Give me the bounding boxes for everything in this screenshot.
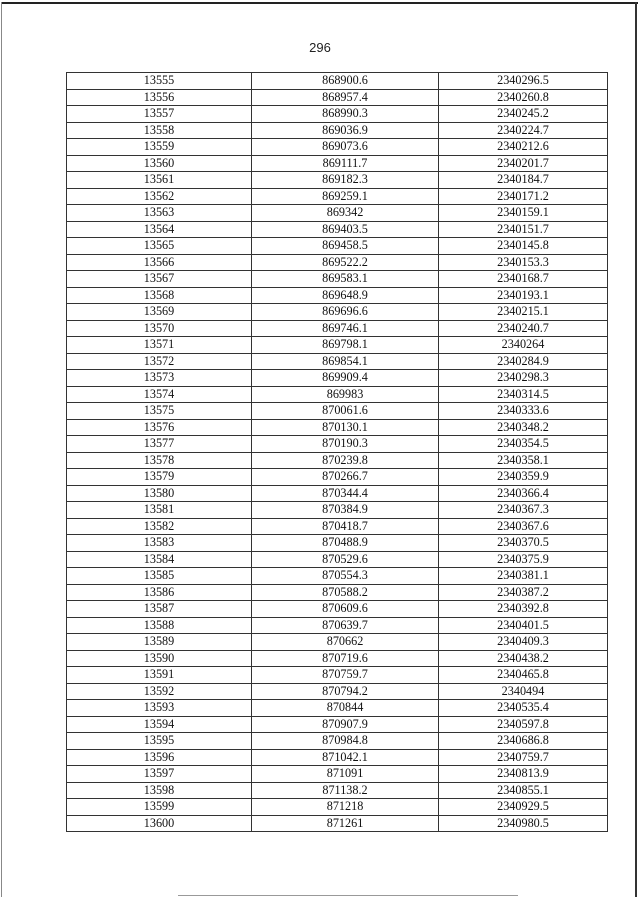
x-coordinate-cell: 869798.1 [252,337,439,354]
x-coordinate-cell: 870759.7 [252,667,439,684]
point-number-cell: 13568 [67,287,252,304]
y-coordinate-cell: 2340535.4 [439,700,608,717]
y-coordinate-cell: 2340348.2 [439,419,608,436]
y-coordinate-cell: 2340980.5 [439,815,608,832]
point-number-cell: 13569 [67,304,252,321]
point-number-cell: 13591 [67,667,252,684]
table-row [67,634,608,651]
page-number: 296 [309,40,331,55]
y-coordinate-cell: 2340366.4 [439,485,608,502]
x-coordinate-cell: 871218 [252,799,439,816]
x-coordinate-cell: 869182.3 [252,172,439,189]
x-coordinate-cell: 869854.1 [252,353,439,370]
table-row [67,254,608,271]
table-row [67,221,608,238]
y-coordinate-cell: 2340855.1 [439,782,608,799]
table-row [67,799,608,816]
table-row [67,782,608,799]
table-row [67,667,608,684]
coordinate-table-body [67,73,608,832]
x-coordinate-cell: 869458.5 [252,238,439,255]
x-coordinate-cell: 870239.8 [252,452,439,469]
point-number-cell: 13588 [67,617,252,634]
x-coordinate-cell: 870344.4 [252,485,439,502]
x-coordinate-cell: 870384.9 [252,502,439,519]
x-coordinate-cell: 869983 [252,386,439,403]
point-number-cell: 13593 [67,700,252,717]
y-coordinate-cell: 2340298.3 [439,370,608,387]
x-coordinate-cell: 869073.6 [252,139,439,156]
x-coordinate-cell: 870907.9 [252,716,439,733]
y-coordinate-cell: 2340813.9 [439,766,608,783]
x-coordinate-cell: 869909.4 [252,370,439,387]
y-coordinate-cell: 2340358.1 [439,452,608,469]
table-row [67,122,608,139]
y-coordinate-cell: 2340494 [439,683,608,700]
table-row [67,436,608,453]
y-coordinate-cell: 2340171.2 [439,188,608,205]
point-number-cell: 13567 [67,271,252,288]
x-coordinate-cell: 870719.6 [252,650,439,667]
table-row [67,551,608,568]
point-number-cell: 13566 [67,254,252,271]
table-row [67,617,608,634]
x-coordinate-cell: 870844 [252,700,439,717]
table-row [67,271,608,288]
point-number-cell: 13595 [67,733,252,750]
table-row [67,568,608,585]
y-coordinate-cell: 2340193.1 [439,287,608,304]
point-number-cell: 13585 [67,568,252,585]
y-coordinate-cell: 2340260.8 [439,89,608,106]
point-number-cell: 13586 [67,584,252,601]
x-coordinate-cell: 870190.3 [252,436,439,453]
y-coordinate-cell: 2340240.7 [439,320,608,337]
table-row [67,370,608,387]
table-row [67,155,608,172]
table-row [67,304,608,321]
x-coordinate-cell: 869111.7 [252,155,439,172]
point-number-cell: 13576 [67,419,252,436]
point-number-cell: 13561 [67,172,252,189]
x-coordinate-cell: 870554.3 [252,568,439,585]
point-number-cell: 13596 [67,749,252,766]
table-row [67,601,608,618]
y-coordinate-cell: 2340145.8 [439,238,608,255]
point-number-cell: 13562 [67,188,252,205]
coordinate-table [66,72,608,832]
x-coordinate-cell: 870488.9 [252,535,439,552]
x-coordinate-cell: 868957.4 [252,89,439,106]
point-number-cell: 13570 [67,320,252,337]
table-row [67,287,608,304]
point-number-cell: 13574 [67,386,252,403]
y-coordinate-cell: 2340333.6 [439,403,608,420]
y-coordinate-cell: 2340409.3 [439,634,608,651]
point-number-cell: 13580 [67,485,252,502]
y-coordinate-cell: 2340168.7 [439,271,608,288]
x-coordinate-cell: 871138.2 [252,782,439,799]
point-number-cell: 13600 [67,815,252,832]
x-coordinate-cell: 869342 [252,205,439,222]
x-coordinate-cell: 868990.3 [252,106,439,123]
table-row [67,403,608,420]
point-number-cell: 13556 [67,89,252,106]
table-row [67,139,608,156]
x-coordinate-cell: 870418.7 [252,518,439,535]
point-number-cell: 13572 [67,353,252,370]
point-number-cell: 13560 [67,155,252,172]
y-coordinate-cell: 2340392.8 [439,601,608,618]
x-coordinate-cell: 871042.1 [252,749,439,766]
table-row [67,485,608,502]
table-row [67,106,608,123]
table-row [67,320,608,337]
x-coordinate-cell: 869522.2 [252,254,439,271]
y-coordinate-cell: 2340245.2 [439,106,608,123]
x-coordinate-cell: 870529.6 [252,551,439,568]
x-coordinate-cell: 871261 [252,815,439,832]
x-coordinate-cell: 868900.6 [252,73,439,90]
x-coordinate-cell: 870130.1 [252,419,439,436]
y-coordinate-cell: 2340929.5 [439,799,608,816]
point-number-cell: 13583 [67,535,252,552]
y-coordinate-cell: 2340387.2 [439,584,608,601]
y-coordinate-cell: 2340597.8 [439,716,608,733]
y-coordinate-cell: 2340367.3 [439,502,608,519]
table-row [67,452,608,469]
point-number-cell: 13590 [67,650,252,667]
point-number-cell: 13584 [67,551,252,568]
y-coordinate-cell: 2340151.7 [439,221,608,238]
y-coordinate-cell: 2340359.9 [439,469,608,486]
y-coordinate-cell: 2340224.7 [439,122,608,139]
y-coordinate-cell: 2340153.3 [439,254,608,271]
page-frame-top [2,2,638,4]
x-coordinate-cell: 869259.1 [252,188,439,205]
table-row [67,419,608,436]
point-number-cell: 13597 [67,766,252,783]
y-coordinate-cell: 2340201.7 [439,155,608,172]
y-coordinate-cell: 2340401.5 [439,617,608,634]
x-coordinate-cell: 870061.6 [252,403,439,420]
point-number-cell: 13555 [67,73,252,90]
x-coordinate-cell: 871091 [252,766,439,783]
y-coordinate-cell: 2340759.7 [439,749,608,766]
page-frame-left [1,2,2,897]
y-coordinate-cell: 2340264 [439,337,608,354]
y-coordinate-cell: 2340314.5 [439,386,608,403]
point-number-cell: 13594 [67,716,252,733]
point-number-cell: 13573 [67,370,252,387]
point-number-cell: 13589 [67,634,252,651]
table-row [67,749,608,766]
table-row [67,188,608,205]
table-row [67,584,608,601]
table-row [67,733,608,750]
x-coordinate-cell: 869583.1 [252,271,439,288]
table-row [67,683,608,700]
table-row [67,535,608,552]
table-row [67,337,608,354]
point-number-cell: 13565 [67,238,252,255]
x-coordinate-cell: 870662 [252,634,439,651]
point-number-cell: 13599 [67,799,252,816]
point-number-cell: 13582 [67,518,252,535]
table-row [67,815,608,832]
x-coordinate-cell: 870639.7 [252,617,439,634]
x-coordinate-cell: 870588.2 [252,584,439,601]
point-number-cell: 13559 [67,139,252,156]
table-row [67,469,608,486]
table-row [67,766,608,783]
point-number-cell: 13577 [67,436,252,453]
table-row [67,73,608,90]
point-number-cell: 13571 [67,337,252,354]
y-coordinate-cell: 2340296.5 [439,73,608,90]
x-coordinate-cell: 870609.6 [252,601,439,618]
x-coordinate-cell: 869696.6 [252,304,439,321]
point-number-cell: 13575 [67,403,252,420]
y-coordinate-cell: 2340375.9 [439,551,608,568]
x-coordinate-cell: 869648.9 [252,287,439,304]
point-number-cell: 13598 [67,782,252,799]
y-coordinate-cell: 2340284.9 [439,353,608,370]
table-row [67,518,608,535]
y-coordinate-cell: 2340686.8 [439,733,608,750]
page-frame-right [635,2,637,897]
y-coordinate-cell: 2340354.5 [439,436,608,453]
point-number-cell: 13592 [67,683,252,700]
x-coordinate-cell: 870266.7 [252,469,439,486]
y-coordinate-cell: 2340438.2 [439,650,608,667]
y-coordinate-cell: 2340215.1 [439,304,608,321]
bottom-rule [178,895,518,896]
table-row [67,650,608,667]
point-number-cell: 13578 [67,452,252,469]
table-row [67,172,608,189]
point-number-cell: 13558 [67,122,252,139]
x-coordinate-cell: 869036.9 [252,122,439,139]
point-number-cell: 13581 [67,502,252,519]
x-coordinate-cell: 869746.1 [252,320,439,337]
y-coordinate-cell: 2340381.1 [439,568,608,585]
table-row [67,700,608,717]
table-row [67,386,608,403]
x-coordinate-cell: 870794.2 [252,683,439,700]
x-coordinate-cell: 869403.5 [252,221,439,238]
y-coordinate-cell: 2340184.7 [439,172,608,189]
y-coordinate-cell: 2340159.1 [439,205,608,222]
point-number-cell: 13587 [67,601,252,618]
y-coordinate-cell: 2340212.6 [439,139,608,156]
point-number-cell: 13557 [67,106,252,123]
y-coordinate-cell: 2340367.6 [439,518,608,535]
point-number-cell: 13579 [67,469,252,486]
y-coordinate-cell: 2340370.5 [439,535,608,552]
point-number-cell: 13563 [67,205,252,222]
table-row [67,502,608,519]
x-coordinate-cell: 870984.8 [252,733,439,750]
table-row [67,238,608,255]
table-row [67,89,608,106]
table-row [67,353,608,370]
table-row [67,716,608,733]
table-row [67,205,608,222]
y-coordinate-cell: 2340465.8 [439,667,608,684]
point-number-cell: 13564 [67,221,252,238]
